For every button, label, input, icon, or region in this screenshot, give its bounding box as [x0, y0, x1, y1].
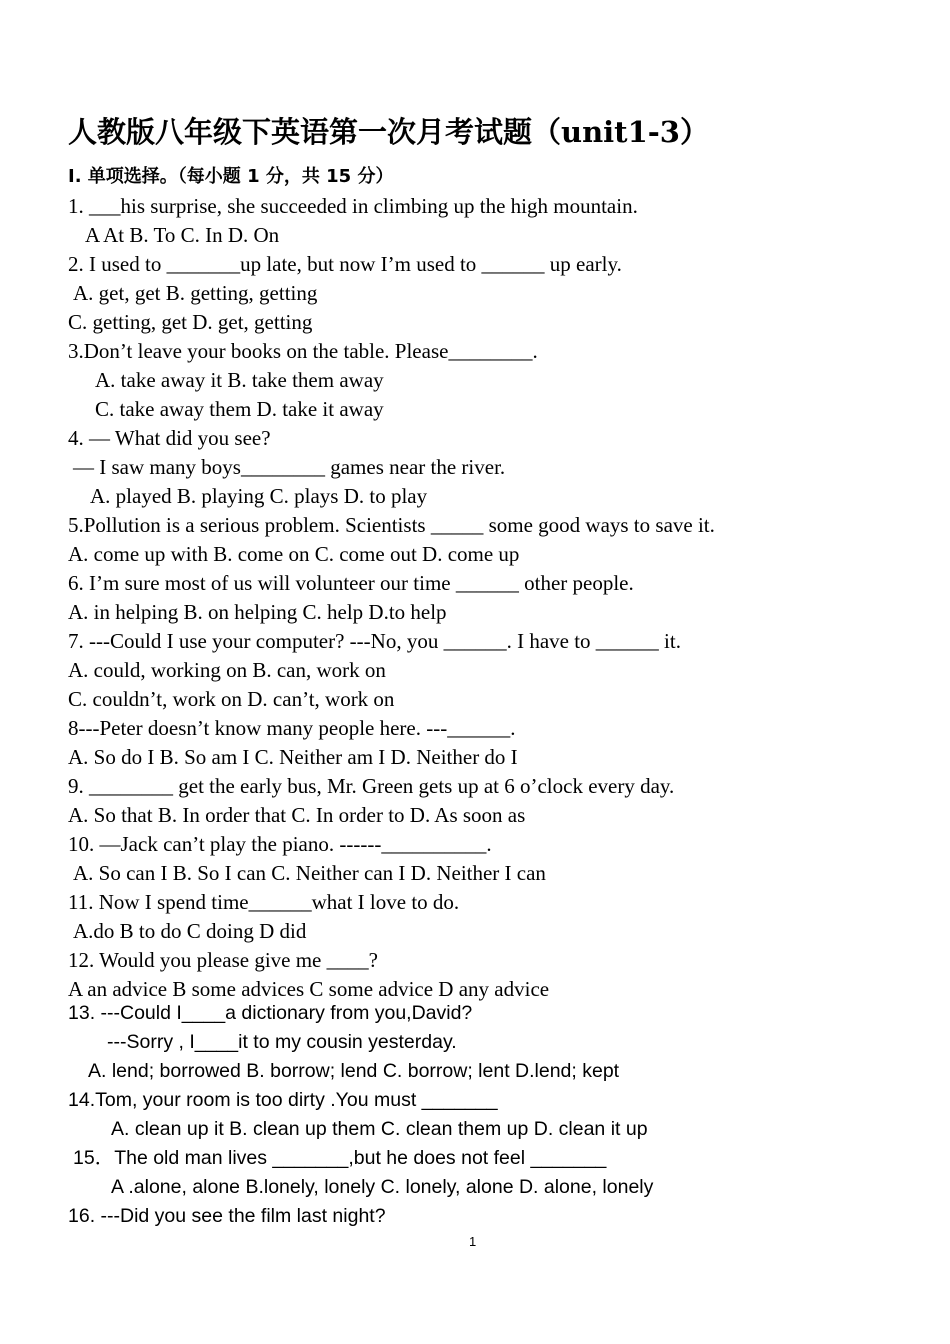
- question-13: 13. ---Could I____a dictionary from you,David?: [68, 1002, 473, 1024]
- question-2: 2. I used to _______up late, but now I’m used to ______ up early.: [68, 252, 622, 276]
- question-6-options: A. in helping B. on helping C. help D.to help: [68, 600, 447, 624]
- question-2-options-c: C. getting, get D. get, getting: [68, 310, 313, 334]
- section-heading: I. 单项选择。（每小题 1 分，共 15 分）: [68, 166, 394, 187]
- question-13-reply: ---Sorry , I____it to my cousin yesterday.: [107, 1031, 457, 1053]
- question-4-options: A. played B. playing C. plays D. to play: [90, 484, 428, 508]
- question-2-options-a: A. get, get B. getting, getting: [73, 281, 318, 305]
- question-7-options-c: C. couldn’t, work on D. can’t, work on: [68, 687, 395, 711]
- question-9: 9. ________ get the early bus, Mr. Green gets up at 6 o’clock every day.: [68, 774, 675, 798]
- question-5: 5.Pollution is a serious problem. Scientists _____ some good ways to save it.: [68, 513, 715, 537]
- question-11: 11. Now I spend time______what I love to do.: [68, 890, 460, 914]
- question-3-options-a: A. take away it B. take them away: [95, 368, 384, 392]
- question-3: 3.Don’t leave your books on the table. Please________.: [68, 339, 538, 363]
- question-9-options: A. So that B. In order that C. In order to D. As soon as: [68, 803, 526, 827]
- question-16: 16. ---Did you see the film last night?: [68, 1205, 386, 1227]
- question-15: 15．The old man lives _______,but he does not feel _______: [73, 1147, 607, 1169]
- page-title: 人教版八年级下英语第一次月考试题（unit1-3）: [68, 115, 709, 149]
- question-1-options: A At B. To C. In D. On: [85, 223, 280, 247]
- question-1: 1. ___his surprise, she succeeded in climbing up the high mountain.: [68, 194, 638, 218]
- question-4: 4. — What did you see?: [68, 426, 271, 450]
- page-number: 1: [469, 1234, 477, 1249]
- question-6: 6. I’m sure most of us will volunteer our time ______ other people.: [68, 571, 634, 595]
- question-7-options-a: A. could, working on B. can, work on: [68, 658, 386, 682]
- question-10-options: A. So can I B. So I can C. Neither can I D. Neither I can: [73, 861, 546, 885]
- question-10: 10. —Jack can’t play the piano. ------__________.: [68, 832, 492, 856]
- question-11-options: A.do B to do C doing D did: [73, 919, 307, 943]
- question-8: 8---Peter doesn’t know many people here. ---______.: [68, 716, 516, 740]
- question-8-options: A. So do I B. So am I C. Neither am I D. Neither do I: [68, 745, 518, 769]
- question-12: 12. Would you please give me ____?: [68, 948, 378, 972]
- question-15-options: A .alone, alone B.lonely, lonely C. lonely, alone D. alone, lonely: [111, 1176, 654, 1198]
- question-13-options: A. lend; borrowed B. borrow; lend C. borrow; lent D.lend; kept: [88, 1060, 620, 1082]
- question-14: 14.Tom, your room is too dirty .You must _______: [68, 1089, 498, 1111]
- question-12-options: A an advice B some advices C some advice D any advice: [68, 977, 550, 1001]
- question-7: 7. ---Could I use your computer? ---No, you ______. I have to ______ it.: [68, 629, 681, 653]
- question-14-options: A. clean up it B. clean up them C. clean them up D. clean it up: [111, 1118, 648, 1140]
- question-4-reply: — I saw many boys________ games near the river.: [73, 455, 506, 479]
- question-3-options-c: C. take away them D. take it away: [95, 397, 384, 421]
- question-5-options: A. come up with B. come on C. come out D. come up: [68, 542, 520, 566]
